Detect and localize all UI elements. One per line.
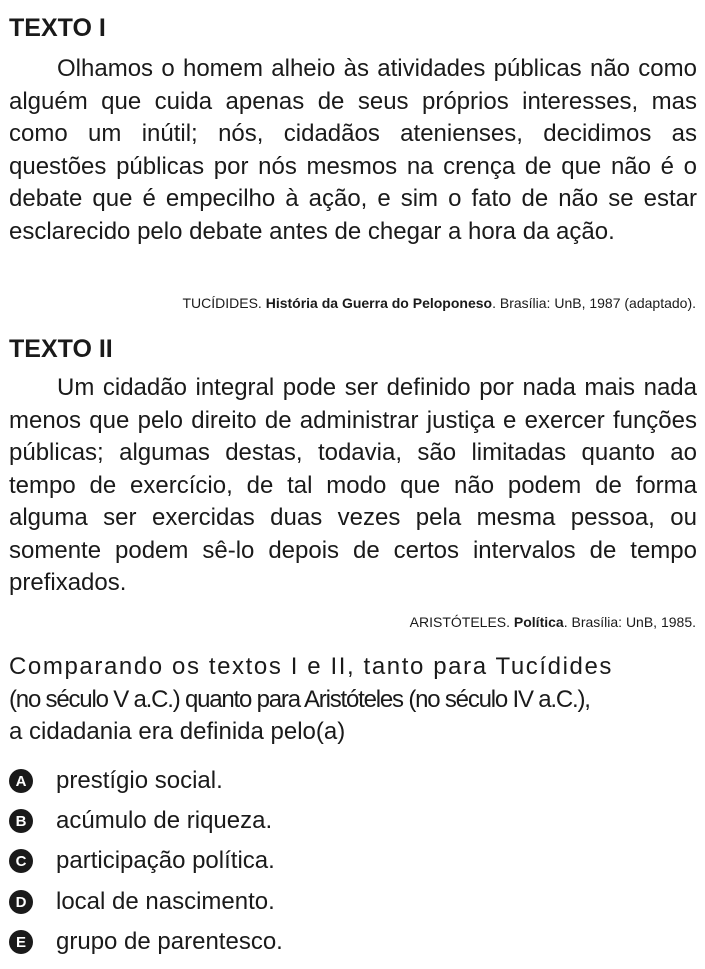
question-line-2: (no século V a.C.) quanto para Aristóteles (no século IV a.C.), [9,685,590,713]
texto1-body: Olhamos o homem alheio às atividades públicas não como alguém que cuida apenas de seus próprios interesses, mas como um inútil; nós, cidadãos atenienses, decidimos as questões públicas por nós mesmos na crença de que não é o debate que é empecilho à ação, e sim o fato de não se estar esclarecido pelo debate antes de chegar a hora da ação. [9,55,697,245]
texto2-body: Um cidadão integral pode ser definido por nada mais nada menos que pelo direito de administrar justiça e exercer funções públicas; algumas destas, todavia, são limitadas quanto ao tempo de exercício, de tal modo que não podem de forma alguma ser exercidas duas vezes pela mesma pessoa, ou somente podem sê-lo depois de certos intervalos de tempo prefixados. [9,374,697,596]
option-b-text: acúmulo de riqueza. [56,807,273,834]
question-stem [9,651,697,749]
option-a-letter-badge: A [9,769,33,793]
question-line-1: Comparando os textos I e II, tanto para Tucídides [9,653,614,680]
option-a[interactable] [9,766,223,796]
option-e-letter-badge: E [9,930,33,954]
option-c[interactable] [9,846,275,876]
texto2-source-title: Política [513,614,564,630]
option-b[interactable] [9,806,272,836]
texto1-heading: TEXTO I [9,14,106,42]
option-d[interactable] [9,887,275,917]
option-d-letter-badge: D [9,890,33,914]
question-line-3: a cidadania era definida pelo(a) [9,718,346,745]
texto2-source [410,613,696,631]
texto1-source-title: História da Guerra do Peloponeso [265,295,493,311]
texto1-source [182,294,696,312]
texto1-source-author: TUCÍDIDES. [182,295,266,311]
option-c-text: participação política. [56,847,275,874]
texto1-source-rest: . Brasília: UnB, 1987 (adaptado). [492,295,696,311]
texto2-source-author: ARISTÓTELES. [409,614,514,630]
option-b-letter-badge: B [9,809,33,833]
option-c-letter-badge: C [9,849,33,873]
texto2-heading: TEXTO II [9,335,113,363]
option-e[interactable] [9,927,283,957]
option-e-text: grupo de parentesco. [56,928,283,955]
option-d-text: local de nascimento. [56,888,275,915]
option-a-text: prestígio social. [56,767,223,794]
texto2-source-rest: . Brasília: UnB, 1985. [563,614,696,630]
